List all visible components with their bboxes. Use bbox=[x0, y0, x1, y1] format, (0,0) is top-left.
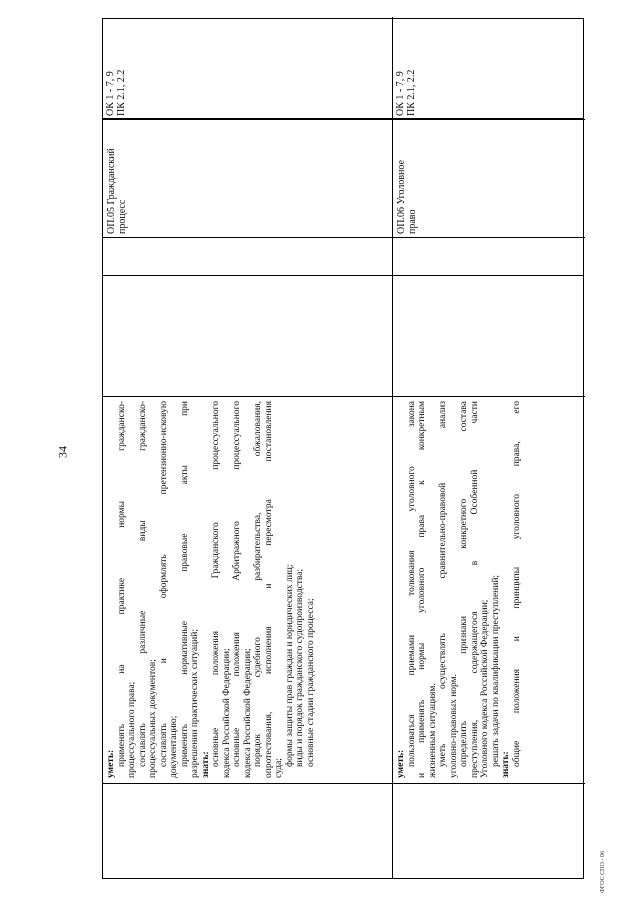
empty-cell bbox=[393, 237, 585, 396]
skills-header: уметь: bbox=[106, 749, 116, 778]
knowledge-header: знать: bbox=[501, 751, 511, 778]
index-cell bbox=[393, 783, 585, 878]
knowledge-header: знать: bbox=[200, 751, 211, 778]
empty-cell bbox=[103, 237, 392, 396]
skills-knowledge-cell bbox=[103, 396, 392, 783]
knowledge-line: порядок судебного разбирательства, обжалования, bbox=[253, 401, 263, 767]
table-row bbox=[103, 17, 393, 878]
skill-line: процессуальных документов; bbox=[148, 659, 158, 778]
skill-line: разрешении практических ситуаций; bbox=[190, 629, 200, 778]
knowledge-line: кодекса Российской Федерации; bbox=[221, 648, 232, 778]
knowledge-line: виды и порядок гражданского судопроизводства; bbox=[295, 568, 305, 767]
discipline-name-line: право bbox=[407, 209, 418, 234]
knowledge-line: основные положения Гражданского процессуального bbox=[211, 401, 221, 767]
skill-line: уголовно-правовых норм. bbox=[448, 673, 459, 778]
competency-code: ОК 1 - 7, 9 bbox=[105, 71, 116, 116]
skill-line: составлять и оформлять претензионно-исковую bbox=[158, 401, 169, 767]
table-row bbox=[393, 17, 585, 878]
skills-header: уметь: bbox=[396, 749, 406, 778]
skill-line: применять на практике нормы гражданско- bbox=[116, 401, 127, 767]
skill-line: процессуального права; bbox=[127, 681, 137, 778]
skill-line: Уголовного кодекса Российской Федерации; bbox=[480, 599, 490, 778]
discipline-name: ОП.05 Гражданский процесс bbox=[106, 148, 128, 234]
knowledge-line: формы защиты прав граждан и юридических лиц; bbox=[284, 564, 295, 767]
discipline-cell bbox=[393, 119, 585, 237]
competency-code: ПК 2.1, 2.2 bbox=[406, 69, 417, 116]
knowledge-line: суда; bbox=[274, 758, 284, 778]
skill-line: документацию; bbox=[169, 715, 179, 778]
knowledge-line: опротестования, исполнения и пересмотра постановления bbox=[263, 401, 274, 778]
knowledge-line: основные положения Арбитражного процессуального bbox=[232, 401, 242, 767]
page-number: 34 bbox=[55, 446, 70, 458]
skill-line: определить признаки конкретного состава bbox=[459, 401, 469, 767]
footer-code: ФГОС СПО - 06 bbox=[600, 851, 606, 893]
skill-line: составлять различные виды гражданско- bbox=[137, 401, 148, 767]
index-cell bbox=[103, 783, 392, 878]
skill-line: преступления, содержащегося в Особенной части bbox=[469, 401, 480, 778]
skill-line: жизненным ситуациям. bbox=[427, 683, 438, 778]
skill-line: пользоваться приемами толкования уголовного закона bbox=[406, 401, 417, 767]
skills-knowledge-cell bbox=[393, 396, 585, 783]
competency-code: ПК 2.1, 2.2 bbox=[116, 69, 127, 116]
knowledge-line: общие положения и принципы уголовного права, его bbox=[511, 401, 522, 767]
skill-line: решать задачи по квалификации преступлений; bbox=[490, 574, 501, 767]
curriculum-table-wrapper bbox=[102, 18, 584, 879]
skill-line: и применять нормы уголовного права к конкретным bbox=[417, 401, 427, 778]
knowledge-line: кодекса Российской Федерации; bbox=[242, 648, 253, 778]
discipline-name-line: ОП.06 Уголовное bbox=[396, 160, 407, 234]
skill-line: применять нормативные правовые акты при bbox=[179, 401, 190, 767]
competency-code: ОК 1 - 7, 9 bbox=[395, 71, 406, 116]
discipline-cell bbox=[103, 119, 392, 237]
knowledge-line: основные стадии гражданского процесса; bbox=[305, 598, 316, 767]
curriculum-table bbox=[102, 18, 584, 879]
skill-line: уметь осуществлять сравнительно-правовой анализ bbox=[438, 401, 448, 767]
